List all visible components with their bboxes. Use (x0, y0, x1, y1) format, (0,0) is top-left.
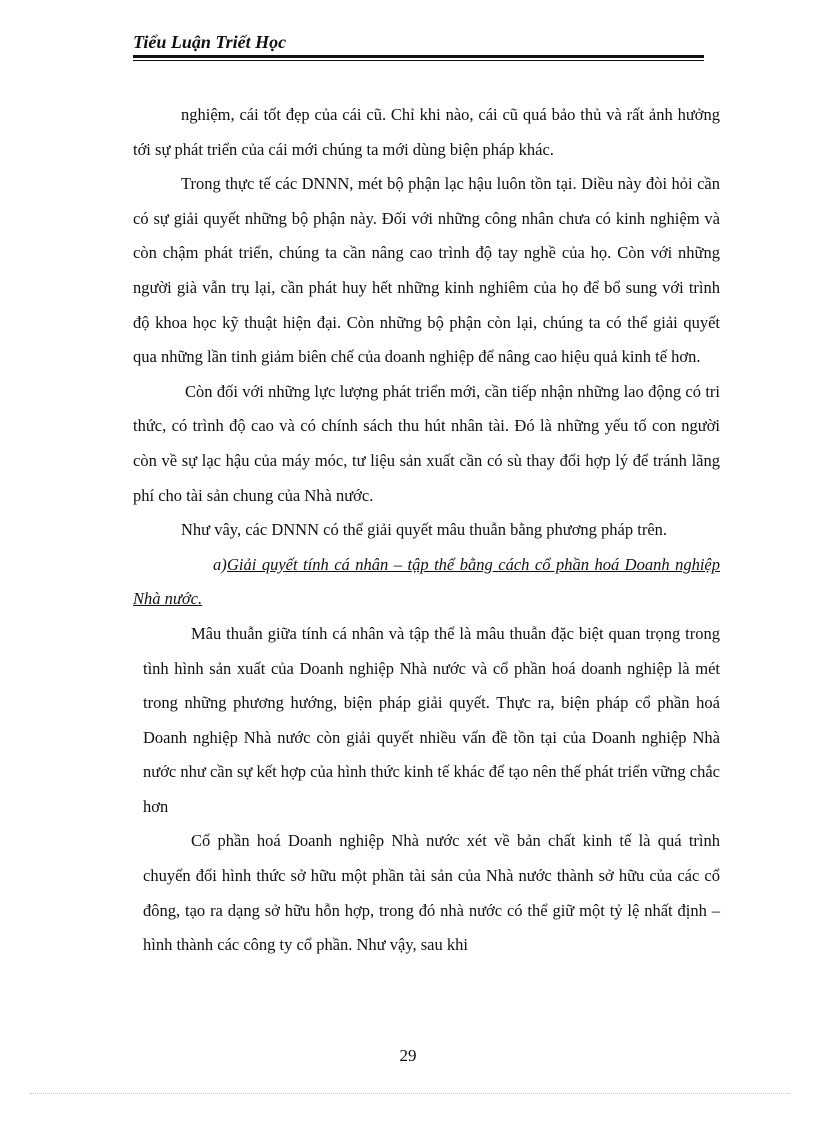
header-rule-thick (133, 55, 704, 58)
paragraph-4: Như vây, các DNNN có thể giải quyết mâu thuẫn bằng phương pháp trên. (181, 520, 668, 540)
footer-divider (30, 1093, 790, 1094)
section-heading-label: a) (213, 554, 227, 574)
page-number: 29 (399, 1046, 417, 1065)
section-heading (133, 548, 720, 617)
paragraph-1: nghiệm, cái tốt đẹp của cái cũ. Chỉ khi nào, cái cũ quá bảo thủ và rất ảnh hưởng tới sự phát triển của cái mới chúng ta mới dùng biện pháp khác. (133, 105, 720, 159)
subsection-body (133, 617, 720, 963)
header-rule-thin (133, 60, 704, 61)
page-header-title: Tiểu Luận Triết Học (133, 32, 287, 52)
document-body (133, 98, 720, 963)
paragraph-5: Mâu thuẫn giữa tính cá nhân và tập thể là mâu thuẫn đặc biệt quan trọng trong tình hình sản xuất của Doanh nghiệp Nhà nước và cổ phần hoá doanh nghiệp là mét trong những phương hướng, biện pháp giải quyết. Thực ra, biện pháp cổ phần hoá Doanh nghiệp Nhà nước còn giải quyết nhiều vấn đề tồn tại của Doanh nghiệp Nhà nước như cần sự kết hợp của hình thức kinh tế khác để tạo nên thế phát triển vững chắc hơn (143, 623, 720, 816)
paragraph-2: Trong thực tế các DNNN, mét bộ phận lạc hậu luôn tồn tại. Diều này đòi hỏi cần có sự giải quyết những bộ phận này. Đối với những công nhân chưa có kinh nghiệm và còn chậm phát triển, chúng ta cần nâng cao trình độ tay nghề của họ. Còn với những người già vẫn trụ lại, cần phát huy hết những kinh nghiêm của họ để bổ sung với trình độ khoa học kỹ thuật hiện đại. Còn những bộ phận còn lại, chúng ta có thể giải quyết qua những lần tinh giảm biên chế của doanh nghiệp để nâng cao hiệu quả kinh tế hơn. (133, 174, 720, 367)
section-heading-text: Giải quyết tính cá nhân – tập thể bằng cách cổ phần hoá Doanh nghiệp Nhà nước. (133, 554, 720, 609)
paragraph-3: Còn đối với những lực lượng phát triển mới, cần tiếp nhận những lao động có tri thức, có trình độ cao và có chính sách thu hút nhân tài. Đó là những yếu tố con người còn về sự lạc hậu của máy móc, tư liệu sản xuất cần có sù thay đổi hợp lý để tránh lãng phí cho tài sản chung của Nhà nước. (133, 381, 720, 505)
paragraph-6: Cổ phần hoá Doanh nghiệp Nhà nước xét về bản chất kinh tế là quá trình chuyển đổi hình thức sở hữu một phần tài sản của Nhà nước thành sở hữu của các cổ đông, tạo ra dạng sở hữu hỗn hợp, trong đó nhà nước có thể giữ một tỷ lệ nhất định – hình thành các công ty cổ phần. Như vậy, sau khi (143, 831, 720, 955)
